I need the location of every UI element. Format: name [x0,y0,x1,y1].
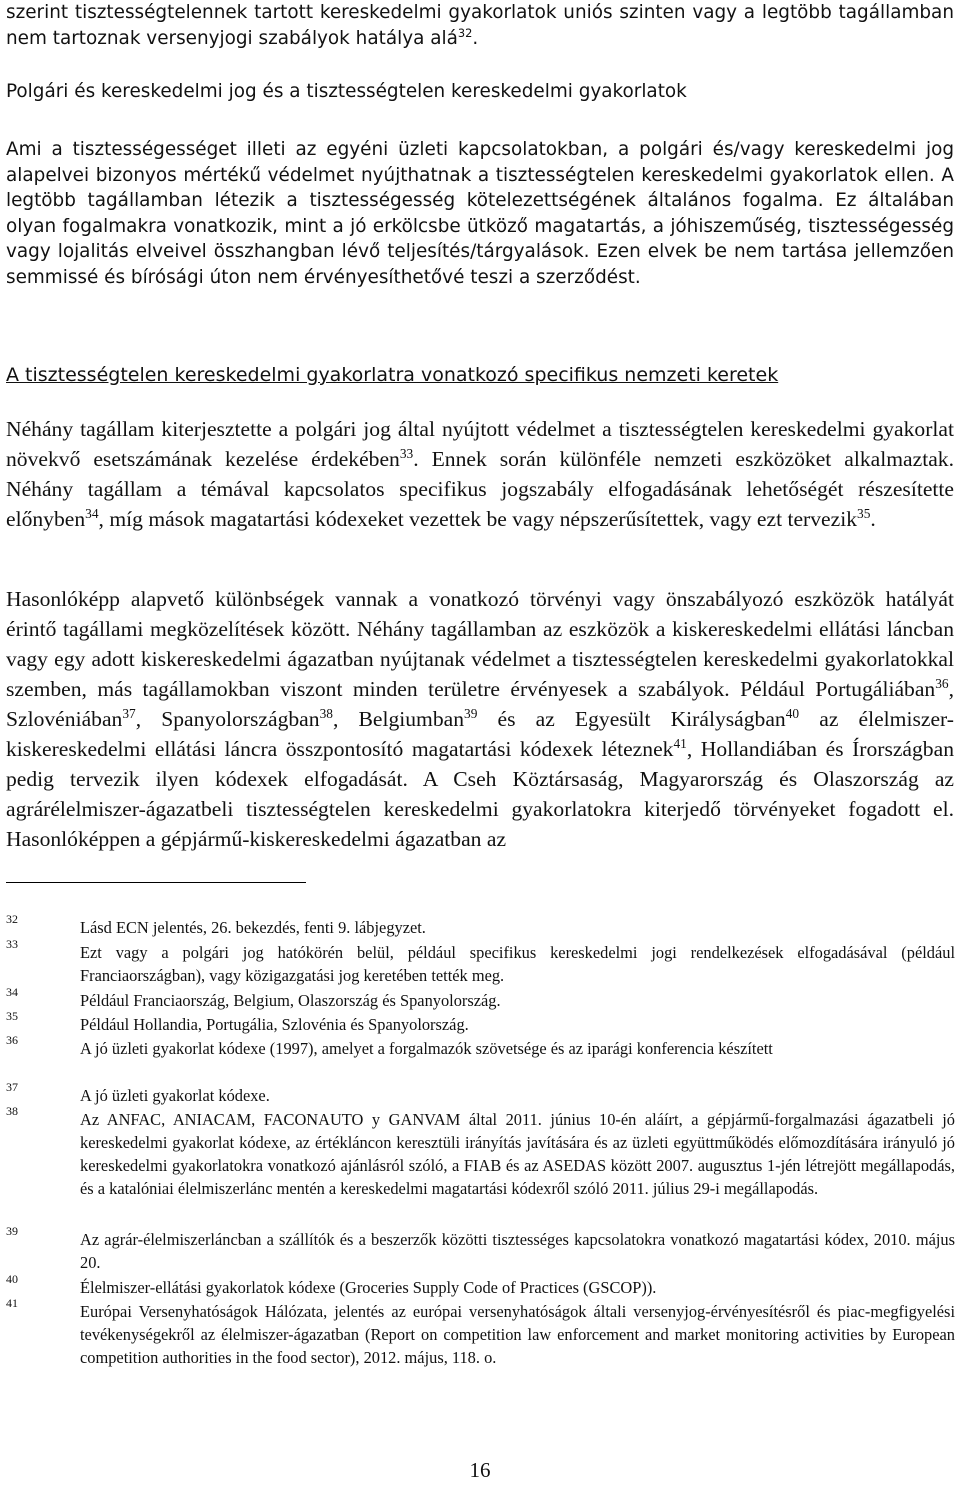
footnote-number: 38 [6,1104,18,1118]
text-segment: , Szlovéniában [6,677,954,731]
footnote-ref-35[interactable]: 35 [857,505,871,521]
section-title: Polgári és kereskedelmi jog és a tisztességtelen kereskedelmi gyakorlatok [6,81,687,102]
intro-text: szerint tisztességtelennek tartott kereskedelmi gyakorlatok uniós szinten vagy a legtöbb tagállamban nem tartoznak versenyjogi szabályok hatálya alá [6,2,954,49]
footnote-ref-33[interactable]: 33 [399,445,414,461]
footnote-number: 32 [6,912,18,926]
text-segment: és az Egyesült Királyságban [477,707,786,731]
text-segment: , Hollandiában és Írországban pedig tervezik ilyen kódexek elfogadását. A Cseh Köztársaság, Magyarország és Olaszország az agrárélelmiszer-ágazatbeli tisztességtelen kereskedelmi gyakorlatokra kiterjedő törvényeket fogadott el. Hasonlóképpen a gépjármű-kiskereskedelmi ágazatban az [6,737,954,851]
footnote-number: 34 [6,985,18,999]
footnote-number: 37 [6,1080,18,1094]
footnote-number: 36 [6,1033,18,1047]
footnote-ref-34[interactable]: 34 [85,505,99,521]
footnote-text: Az ANFAC, ANIACAM, FACONAUTO y GANVAM által 2011. június 10-én aláírt, a gépjármű-forgalmazási ágazatbeli jó kereskedelmi gyakorlat kódexe, az értékláncon keresztüli irányítás javítására és az üzleti együttműködés előmozdítására irányuló jó kereskedelmi gyakorlatokra vonatkozó ajánlásról szóló, a FIAB és az ASEDAS között 2007. augusztus 1-jén létrejött megállapodás, és a katalóniai élelmiszerlánc mentén a kereskedelmi magatartási kódexről szóló 2011. július 29-i megállapodás. [80,1110,955,1198]
paragraph-national-frameworks [6,414,954,534]
footnote-ref-32[interactable]: 32 [457,25,473,40]
page-number: 16 [469,1458,491,1482]
text-segment: az élelmiszer-kiskereskedelmi ellátási láncra összpontosító magatartási kódexek léteznek [6,707,955,761]
text-segment: Hasonlóképp alapvető különbségek vannak a vonatkozó törvényi vagy önszabályozó eszközök hatályát érintő tagállami megközelítések között. Néhány tagállamban az eszközök a kiskereskedelmi ellátási láncban vagy egy adott kiskereskedelmi ágazatban nyújtanak védelmet a tisztességtelen kereskedelmi gyakorlatokkal szemben, más tagállamokban viszont minden területre érvényesek a szabályok. Például Portugáliában [6,587,954,701]
text-segment: . Ennek során különféle nemzeti eszközöket alkalmaztak. Néhány tagállam a témával kapcsolatos specifikus jogszabály elfogadásának lehetőségét részesítette előnyben [6,447,954,531]
footnote-text: Például Franciaország, Belgium, Olaszország és Spanyolország. [80,991,501,1010]
footnote-number: 35 [6,1009,18,1023]
footnote-number: 40 [6,1272,18,1286]
text-segment: , Spanyolországban [135,707,320,731]
text-segment: , Belgiumban [332,707,465,731]
footnote-number: 39 [6,1224,18,1238]
intro-paragraph [6,0,954,51]
footnote-ref-39[interactable]: 39 [464,705,478,721]
footnote-ref-40[interactable]: 40 [785,705,800,721]
footnote-text: Például Hollandia, Portugália, Szlovénia és Spanyolország. [80,1015,469,1034]
footnote-text: Élelmiszer-ellátási gyakorlatok kódexe (Groceries Supply Code of Practices (GSCOP)). [80,1278,657,1297]
footnote-separator [6,882,306,883]
section-heading-national-frameworks: A tisztességtelen kereskedelmi gyakorlatra vonatkozó specifikus nemzeti keretek [6,364,779,386]
footnote-text: A jó üzleti gyakorlat kódexe. [80,1086,270,1105]
footnote-ref-38[interactable]: 38 [319,705,333,721]
footnote-text: Ezt vagy a polgári jog hatókörén belül, például specifikus kereskedelmi jogi rendelkezések elfogadásával (például Franciaországban), vagy közigazgatási jog keretében tették meg. [80,943,955,985]
paragraph-civil-law: Ami a tisztességességet illeti az egyéni üzleti kapcsolatokban, a polgári és/vagy kereskedelmi jog alapelvei bizonyos mértékű védelmet nyújthatnak a tisztességtelen kereskedelmi gyakorlatok ellen. A legtöbb tagállamban létezik a tisztességesség kötelezettségének általános fogalma. Ez általában olyan fogalmakra vonatkozik, mint a jó erkölcsbe ütköző magatartás, a jóhiszeműség, tisztességesség vagy lojalitás elveivel összhangban lévő teljesítés/tárgyalások. Ezen elvek be nem tartása jellemzően semmissé és bírósági úton nem érvényesíthetővé teszi a szerződést. [6,139,954,288]
paragraph-differences [6,584,954,854]
footnote-text: Európai Versenyhatóságok Hálózata, jelentés az európai versenyhatóságok általi versenyjog-érvényesítésről és piac-megfigyelési tevékenységekről az élelmiszer-ágazatban (Report on competition law enforcement and market monitoring activities by European competition authorities in the food sector), 2012. május, 118. o. [80,1302,955,1367]
footnote-number: 41 [6,1296,18,1310]
text-segment: Néhány tagállam kiterjesztette a polgári jog által nyújtott védelmet a tisztességtelen kereskedelmi gyakorlat növekvő esetszámának kezelése érdekében [6,417,954,471]
footnote-text: Az agrár-élelmiszerláncban a szállítók és a beszerzők közötti tisztességes kapcsolatokra vonatkozó magatartási kódex, 2010. május 20. [80,1230,955,1272]
text-segment: . [870,507,876,531]
intro-tail: . [472,27,479,49]
footnote-ref-41[interactable]: 41 [673,735,687,751]
footnote-text: A jó üzleti gyakorlat kódexe (1997), amelyet a forgalmazók szövetsége és az iparági konferencia készített [80,1039,773,1058]
text-segment: , míg mások magatartási kódexeket vezettek be vagy népszerűsítettek, vagy ezt tervezik [98,507,858,531]
footnote-number: 33 [6,937,18,951]
footnote-text: Lásd ECN jelentés, 26. bekezdés, fenti 9. lábjegyzet. [80,918,426,937]
footnote-ref-36[interactable]: 36 [935,675,949,691]
footnote-ref-37[interactable]: 37 [122,705,136,721]
